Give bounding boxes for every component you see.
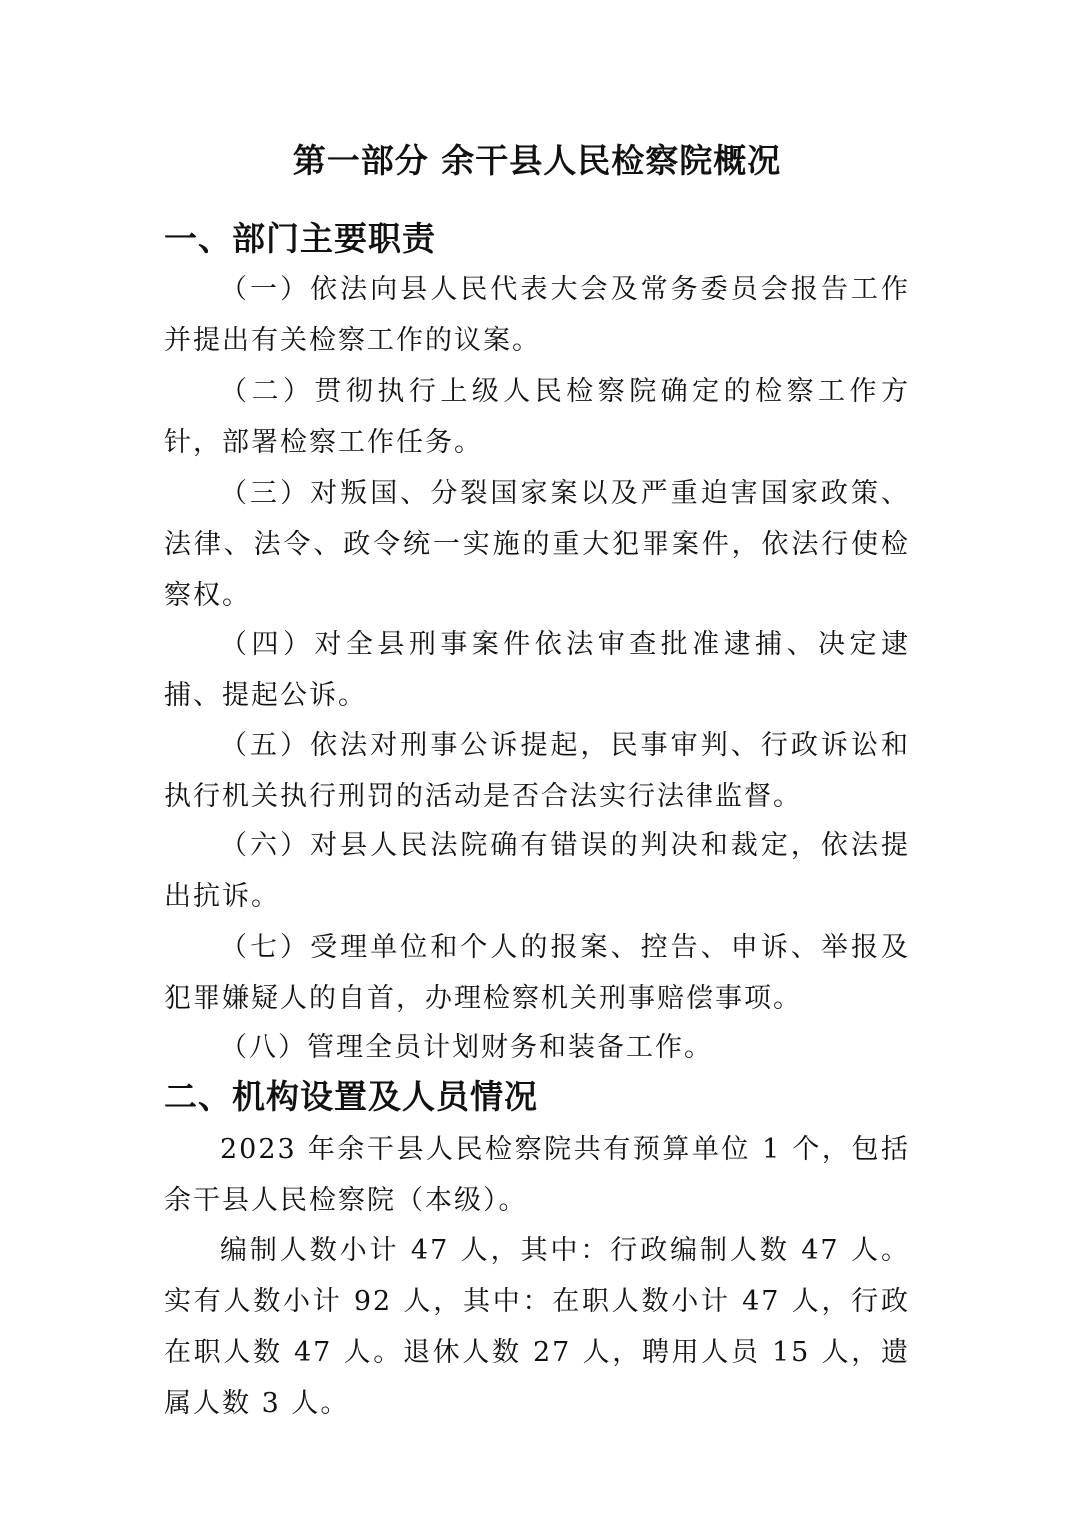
duty-item-7: （七）受理单位和个人的报案、控告、申诉、举报及犯罪嫌疑人的自首，办理检察机关刑事赔偿事项。 <box>164 932 910 1014</box>
duty-item-3: （三）对叛国、分裂国家案以及严重迫害国家政策、法律、法令、政令统一实施的重大犯罪案件，依法行使检察权。 <box>164 478 910 611</box>
section-heading-organization: 二、机构设置及人员情况 <box>164 1077 538 1116</box>
organization-paragraph-1: 2023 年余干县人民检察院共有预算单位 1 个，包括余干县人民检察院（本级）。 <box>164 1134 910 1216</box>
duty-item-5: （五）依法对刑事公诉提起，民事审判、行政诉讼和执行机关执行刑罚的活动是否合法实行法律监督。 <box>164 730 910 812</box>
duty-item-1: （一）依法向县人民代表大会及常务委员会报告工作并提出有关检察工作的议案。 <box>164 274 910 356</box>
page-title: 第一部分 余干县人民检察院概况 <box>292 141 782 180</box>
duty-item-2: （二）贯彻执行上级人民检察院确定的检察工作方针，部署检察工作任务。 <box>164 376 910 458</box>
duty-item-4: （四）对全县刑事案件依法审查批准逮捕、决定逮捕、提起公诉。 <box>164 629 910 711</box>
duty-item-8: （八）管理全员计划财务和装备工作。 <box>220 1032 713 1063</box>
organization-paragraph-2: 编制人数小计 47 人，其中：行政编制人数 47 人。实有人数小计 92 人，其中：在职人数小计 47 人，行政在职人数 47 人。退休人数 27 人，聘用人员 15 人，遗属人数 3 人。 <box>164 1235 910 1419</box>
duty-item-6: （六）对县人民法院确有错误的判决和裁定，依法提出抗诉。 <box>164 830 910 912</box>
section-heading-duties: 一、部门主要职责 <box>164 219 436 258</box>
